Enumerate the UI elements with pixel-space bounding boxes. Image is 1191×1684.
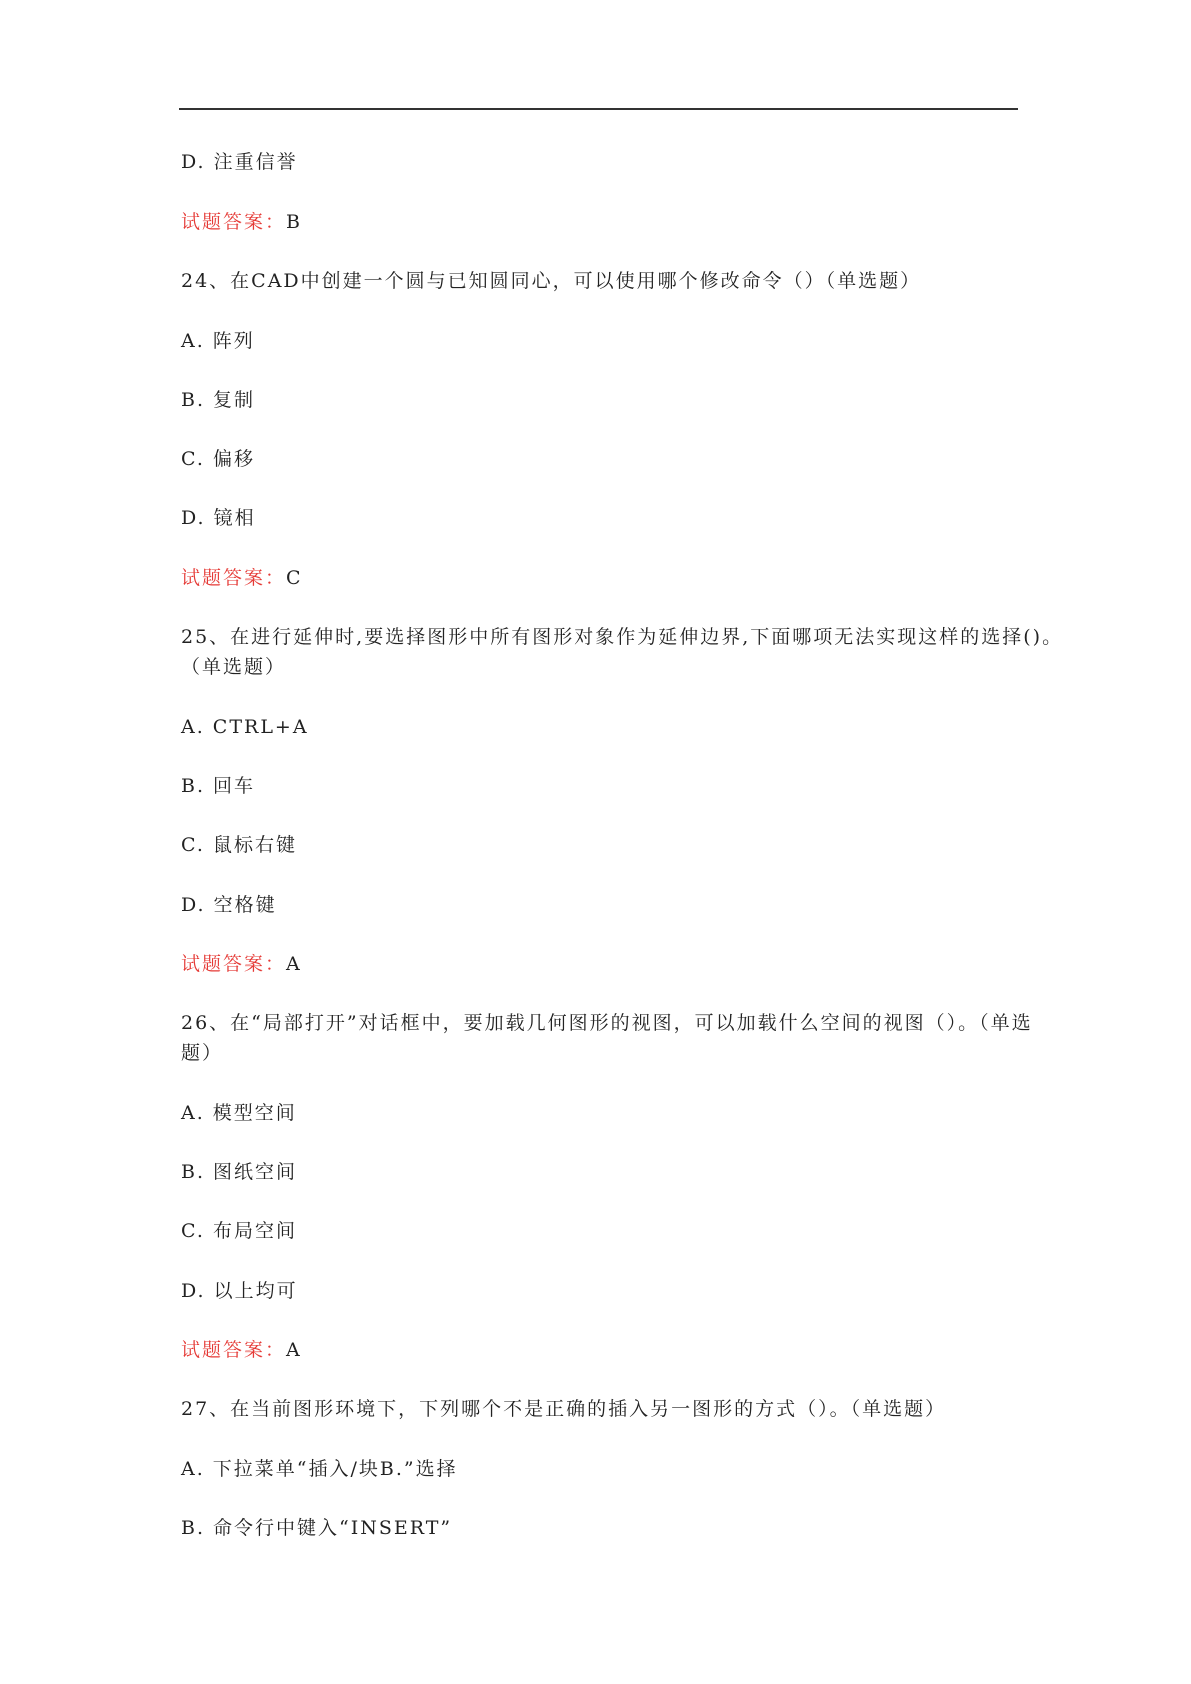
option-line: B. 复制 (181, 389, 256, 411)
question-line: 25、在进行延伸时,要选择图形中所有图形对象作为延伸边界,下面哪项无法实现这样的选择()。 (181, 626, 1064, 648)
option-line: B. 回车 (181, 775, 256, 797)
answer-label: 试题答案： (181, 567, 287, 589)
option-line: D. 空格键 (181, 894, 277, 916)
question-line: 题） (181, 1042, 224, 1064)
option-line: D. 镜相 (181, 507, 256, 529)
answer-line (181, 207, 1021, 238)
answer-line (181, 949, 1021, 980)
question-line: 26、在“局部打开”对话框中，要加载几何图形的视图，可以加载什么空间的视图（）。（单选 (181, 1012, 1033, 1034)
option-line: A. 模型空间 (181, 1102, 297, 1124)
option-line: B. 命令行中键入“INSERT” (181, 1517, 453, 1539)
answer-label: 试题答案： (181, 953, 287, 975)
answer-value: C (286, 567, 303, 589)
option-line: A. 下拉菜单“插入/块B.”选择 (181, 1458, 458, 1480)
question-line: 27、在当前图形环境下，下列哪个不是正确的插入另一图形的方式（）。（单选题） (181, 1398, 947, 1420)
answer-value: A (286, 953, 302, 975)
option-line: C. 偏移 (181, 448, 255, 470)
answer-line (181, 1335, 1021, 1366)
option-line: D. 注重信誉 (181, 151, 298, 173)
option-line: B. 图纸空间 (181, 1161, 298, 1183)
option-line: C. 布局空间 (181, 1220, 297, 1242)
question-line: （单选题） (181, 656, 287, 678)
answer-line (181, 563, 1021, 594)
answer-label: 试题答案： (181, 211, 287, 233)
question-line: 24、在CAD中创建一个圆与已知圆同心，可以使用哪个修改命令（）（单选题） (181, 270, 922, 292)
option-line: A. CTRL+A (181, 716, 309, 738)
option-line: D. 以上均可 (181, 1280, 298, 1302)
option-line: C. 鼠标右键 (181, 834, 297, 856)
answer-label: 试题答案： (181, 1339, 287, 1361)
answer-value: A (286, 1339, 302, 1361)
option-line: A. 阵列 (181, 330, 255, 352)
answer-value: B (286, 211, 302, 233)
header-rule (179, 108, 1018, 110)
